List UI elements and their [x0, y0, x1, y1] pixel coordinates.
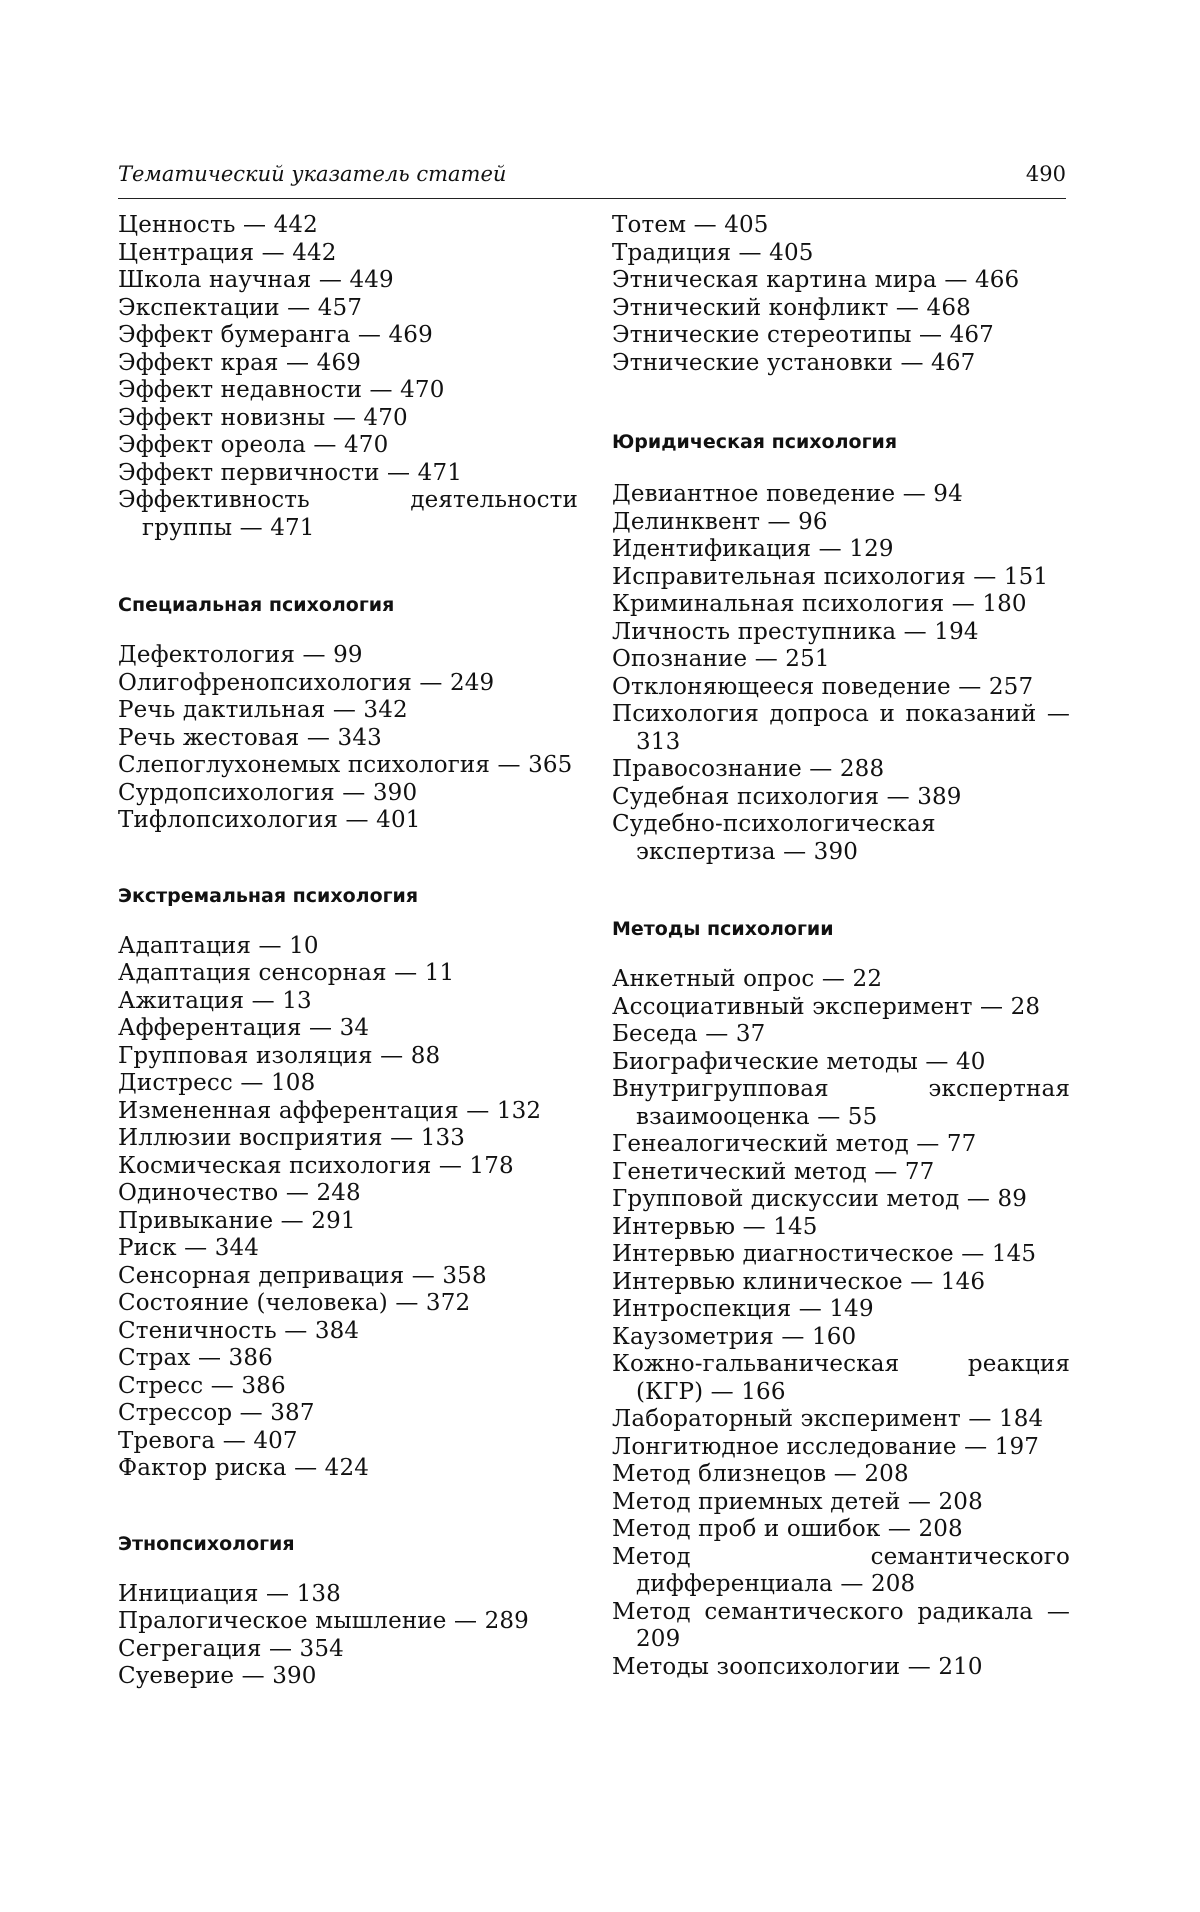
- index-entry-list: [118, 212, 578, 542]
- index-entry: Одиночество — 248: [118, 1180, 578, 1208]
- index-entry: Страх — 386: [118, 1345, 578, 1373]
- index-entry: Отклоняющееся поведение — 257: [612, 674, 1070, 702]
- index-entry: Метод семантического дифференциала — 208: [612, 1544, 1070, 1599]
- index-entry: Внутригрупповая экспертная взаимооценка — 55: [612, 1076, 1070, 1131]
- index-entry: Исправительная психология — 151: [612, 564, 1070, 592]
- index-entry: Лабораторный эксперимент — 184: [612, 1406, 1070, 1434]
- index-entry: Генеалогический метод — 77: [612, 1131, 1070, 1159]
- index-entry: Групповая изоляция — 88: [118, 1043, 578, 1071]
- index-entry: Экспектации — 457: [118, 295, 578, 323]
- header-rule: [118, 198, 1066, 199]
- index-entry: Стресс — 386: [118, 1373, 578, 1401]
- index-entry: Биографические методы — 40: [612, 1049, 1070, 1077]
- index-entry: Метод семантического радикала — 209: [612, 1599, 1070, 1654]
- index-entry: Этнический конфликт — 468: [612, 295, 1070, 323]
- index-entry: Олигофренопсихология — 249: [118, 670, 578, 698]
- index-entry: Сегрегация — 354: [118, 1636, 578, 1664]
- index-entry: Эффективность деятельности группы — 471: [118, 487, 578, 542]
- page-number: 490: [1026, 162, 1066, 186]
- index-entry: Пралогическое мышление — 289: [118, 1608, 578, 1636]
- index-entry: Дефектология — 99: [118, 642, 578, 670]
- index-entry-list: [612, 481, 1070, 866]
- index-entry: Беседа — 37: [612, 1021, 1070, 1049]
- index-entry: Психология допроса и показаний — 313: [612, 701, 1070, 756]
- running-title: Тематический указатель статей: [118, 162, 506, 186]
- index-entry: Опознание — 251: [612, 646, 1070, 674]
- index-entry: Эффект новизны — 470: [118, 405, 578, 433]
- index-entry-list: [118, 933, 578, 1483]
- section-title: Специальная психология: [118, 594, 578, 616]
- index-entry: Каузометрия — 160: [612, 1324, 1070, 1352]
- index-page: [0, 0, 1200, 1912]
- index-entry: Метод близнецов — 208: [612, 1461, 1070, 1489]
- right-column: [612, 212, 1070, 1681]
- index-entry: Дистресс — 108: [118, 1070, 578, 1098]
- index-entry: Фактор риска — 424: [118, 1455, 578, 1483]
- section-title: Экстремальная психология: [118, 885, 578, 907]
- index-entry: Стеничность — 384: [118, 1318, 578, 1346]
- index-entry: Речь жестовая — 343: [118, 725, 578, 753]
- running-head: [118, 162, 1066, 192]
- index-entry: Центрация — 442: [118, 240, 578, 268]
- index-entry: Этническая картина мира — 466: [612, 267, 1070, 295]
- index-entry: Эффект недавности — 470: [118, 377, 578, 405]
- index-entry: Риск — 344: [118, 1235, 578, 1263]
- index-entry: Метод проб и ошибок — 208: [612, 1516, 1070, 1544]
- index-entry-list: [118, 1581, 578, 1691]
- index-entry: Привыкание — 291: [118, 1208, 578, 1236]
- section-title: Этнопсихология: [118, 1533, 578, 1555]
- index-entry: Слепоглухонемых психология — 365: [118, 752, 578, 780]
- index-entry: Этнические стереотипы — 467: [612, 322, 1070, 350]
- index-entry-list: [118, 642, 578, 835]
- index-entry: Анкетный опрос — 22: [612, 966, 1070, 994]
- index-entry: Сурдопсихология — 390: [118, 780, 578, 808]
- index-entry: Криминальная психология — 180: [612, 591, 1070, 619]
- index-entry: Интервью клиническое — 146: [612, 1269, 1070, 1297]
- index-entry: Эффект ореола — 470: [118, 432, 578, 460]
- index-entry: Космическая психология — 178: [118, 1153, 578, 1181]
- index-entry: Интроспекция — 149: [612, 1296, 1070, 1324]
- index-entry: Суеверие — 390: [118, 1663, 578, 1691]
- index-entry: Групповой дискуссии метод — 89: [612, 1186, 1070, 1214]
- index-entry: Школа научная — 449: [118, 267, 578, 295]
- index-entry: Тотем — 405: [612, 212, 1070, 240]
- index-entry: Инициация — 138: [118, 1581, 578, 1609]
- index-entry: Адаптация сенсорная — 11: [118, 960, 578, 988]
- index-entry: Метод приемных детей — 208: [612, 1489, 1070, 1517]
- index-entry: Кожно-гальваническая реакция (КГР) — 166: [612, 1351, 1070, 1406]
- index-entry: Идентификация — 129: [612, 536, 1070, 564]
- index-entry-list: [612, 966, 1070, 1681]
- section-title: Методы психологии: [612, 918, 1070, 940]
- index-entry: Ажитация — 13: [118, 988, 578, 1016]
- index-entry: Речь дактильная — 342: [118, 697, 578, 725]
- index-entry: Афферентация — 34: [118, 1015, 578, 1043]
- index-entry: Делинквент — 96: [612, 509, 1070, 537]
- left-column: [118, 212, 578, 1691]
- index-entry: Эффект края — 469: [118, 350, 578, 378]
- index-entry: Ценность — 442: [118, 212, 578, 240]
- index-entry: Измененная афферентация — 132: [118, 1098, 578, 1126]
- section-title: Юридическая психология: [612, 431, 1070, 453]
- index-entry: Иллюзии восприятия — 133: [118, 1125, 578, 1153]
- index-entry: Правосознание — 288: [612, 756, 1070, 784]
- index-entry: Традиция — 405: [612, 240, 1070, 268]
- index-entry: Личность преступника — 194: [612, 619, 1070, 647]
- index-entry: Генетический метод — 77: [612, 1159, 1070, 1187]
- index-entry: Состояние (человека) — 372: [118, 1290, 578, 1318]
- index-entry: Методы зоопсихологии — 210: [612, 1654, 1070, 1682]
- index-entry: Сенсорная депривация — 358: [118, 1263, 578, 1291]
- index-entry: Лонгитюдное исследование — 197: [612, 1434, 1070, 1462]
- index-entry: Тифлопсихология — 401: [118, 807, 578, 835]
- index-entry: Интервью — 145: [612, 1214, 1070, 1242]
- index-entry: Интервью диагностическое — 145: [612, 1241, 1070, 1269]
- index-entry: Ассоциативный эксперимент — 28: [612, 994, 1070, 1022]
- index-entry: Девиантное поведение — 94: [612, 481, 1070, 509]
- index-entry: Этнические установки — 467: [612, 350, 1070, 378]
- index-entry: Судебно-психологическая экспертиза — 390: [612, 811, 1070, 866]
- index-entry-list: [612, 212, 1070, 377]
- index-entry: Тревога — 407: [118, 1428, 578, 1456]
- index-entry: Эффект бумеранга — 469: [118, 322, 578, 350]
- index-entry: Адаптация — 10: [118, 933, 578, 961]
- index-entry: Судебная психология — 389: [612, 784, 1070, 812]
- index-entry: Стрессор — 387: [118, 1400, 578, 1428]
- index-entry: Эффект первичности — 471: [118, 460, 578, 488]
